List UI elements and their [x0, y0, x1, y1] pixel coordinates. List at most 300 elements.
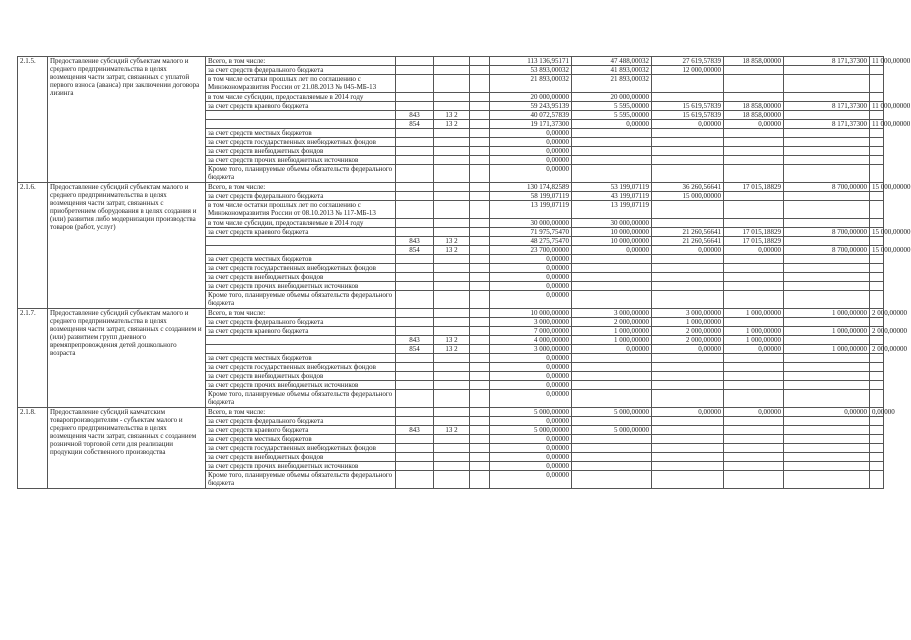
amount-cell: 0,00000: [652, 246, 724, 255]
amount-cell: [652, 417, 724, 426]
empty-column: [470, 93, 490, 102]
empty-column: [470, 318, 490, 327]
amount-cell: [870, 363, 884, 372]
empty-column: [470, 471, 490, 489]
amount-cell: 0,00000: [490, 372, 572, 381]
amount-cell: 10 000,00000: [572, 237, 652, 246]
funding-source: [206, 237, 396, 246]
amount-cell: [784, 75, 870, 93]
budget-code-grbs: [396, 471, 434, 489]
amount-cell: [724, 192, 784, 201]
empty-column: [470, 75, 490, 93]
amount-cell: [870, 435, 884, 444]
amount-cell: 2 000,00000: [870, 327, 884, 336]
empty-column: [470, 102, 490, 111]
budget-code-grbs: [396, 219, 434, 228]
amount-cell: 1 000,00000: [572, 336, 652, 345]
empty-column: [470, 57, 490, 66]
table-row: [18, 408, 884, 417]
amount-cell: 17 015,18829: [724, 237, 784, 246]
amount-cell: [784, 462, 870, 471]
funding-source: в том числе остатки прошлых лет по соглашению с Минэкономразвития России от 08.10.2013 № 117-МБ-13: [206, 201, 396, 219]
amount-cell: [724, 462, 784, 471]
empty-column: [470, 228, 490, 237]
funding-source: [206, 336, 396, 345]
empty-column: [470, 381, 490, 390]
amount-cell: [784, 129, 870, 138]
amount-cell: [724, 165, 784, 183]
amount-cell: [784, 336, 870, 345]
amount-cell: [572, 354, 652, 363]
budget-code-section: [434, 372, 470, 381]
budget-code-grbs: [396, 147, 434, 156]
amount-cell: [724, 426, 784, 435]
amount-cell: 0,00000: [490, 435, 572, 444]
budget-code-grbs: [396, 138, 434, 147]
amount-cell: 3 000,00000: [572, 309, 652, 318]
amount-cell: 0,00000: [490, 471, 572, 489]
budget-code-grbs: [396, 183, 434, 192]
amount-cell: [572, 264, 652, 273]
budget-code-grbs: [396, 372, 434, 381]
budget-code-section: 13 2: [434, 426, 470, 435]
budget-code-section: [434, 417, 470, 426]
empty-column: [470, 291, 490, 309]
amount-cell: [572, 390, 652, 408]
empty-column: [470, 156, 490, 165]
amount-cell: 20 000,00000: [490, 93, 572, 102]
funding-source: за счет средств прочих внебюджетных источников: [206, 381, 396, 390]
budget-code-grbs: [396, 363, 434, 372]
amount-cell: 8 700,00000: [784, 228, 870, 237]
amount-cell: 18 858,00000: [724, 111, 784, 120]
empty-column: [470, 111, 490, 120]
empty-column: [470, 273, 490, 282]
amount-cell: [870, 354, 884, 363]
budget-table-sheet: [17, 56, 911, 489]
amount-cell: 0,00000: [784, 408, 870, 417]
budget-code-section: [434, 102, 470, 111]
amount-cell: [784, 435, 870, 444]
amount-cell: 36 260,56641: [652, 183, 724, 192]
funding-source: [206, 246, 396, 255]
budget-code-grbs: [396, 75, 434, 93]
amount-cell: [784, 111, 870, 120]
budget-code-grbs: [396, 408, 434, 417]
amount-cell: [870, 462, 884, 471]
amount-cell: 0,00000: [724, 408, 784, 417]
empty-column: [470, 390, 490, 408]
budget-code-grbs: 843: [396, 336, 434, 345]
empty-column: [470, 345, 490, 354]
empty-column: [470, 192, 490, 201]
budget-code-section: [434, 156, 470, 165]
amount-cell: [724, 291, 784, 309]
amount-cell: [870, 417, 884, 426]
empty-column: [470, 354, 490, 363]
amount-cell: 2 000,00000: [652, 327, 724, 336]
amount-cell: 5 000,00000: [572, 426, 652, 435]
amount-cell: 0,00000: [490, 129, 572, 138]
amount-cell: [724, 201, 784, 219]
amount-cell: 0,00000: [490, 390, 572, 408]
funding-source: за счет средств государственных внебюджетных фондов: [206, 444, 396, 453]
amount-cell: [724, 138, 784, 147]
budget-code-section: 13 2: [434, 237, 470, 246]
budget-code-section: [434, 462, 470, 471]
amount-cell: 3 000,00000: [652, 309, 724, 318]
amount-cell: [784, 282, 870, 291]
amount-cell: 0,00000: [572, 345, 652, 354]
amount-cell: [724, 444, 784, 453]
amount-cell: 59 243,95139: [490, 102, 572, 111]
amount-cell: 19 171,37300: [490, 120, 572, 129]
amount-cell: [652, 147, 724, 156]
budget-code-section: [434, 264, 470, 273]
amount-cell: [572, 138, 652, 147]
budget-code-grbs: 843: [396, 111, 434, 120]
funding-source: за счет средств краевого бюджета: [206, 327, 396, 336]
amount-cell: [870, 255, 884, 264]
amount-cell: [870, 426, 884, 435]
amount-cell: [652, 93, 724, 102]
budget-code-section: [434, 75, 470, 93]
amount-cell: 0,00000: [490, 147, 572, 156]
amount-cell: 1 000,00000: [784, 327, 870, 336]
empty-column: [470, 282, 490, 291]
amount-cell: 71 975,75470: [490, 228, 572, 237]
amount-cell: [870, 192, 884, 201]
amount-cell: [870, 219, 884, 228]
amount-cell: [870, 372, 884, 381]
budget-code-section: [434, 138, 470, 147]
amount-cell: [784, 372, 870, 381]
amount-cell: 2 000,00000: [652, 336, 724, 345]
amount-cell: [870, 282, 884, 291]
empty-column: [470, 66, 490, 75]
budget-code-grbs: [396, 66, 434, 75]
empty-column: [470, 435, 490, 444]
amount-cell: 30 000,00000: [490, 219, 572, 228]
amount-cell: 5 000,00000: [490, 408, 572, 417]
empty-column: [470, 309, 490, 318]
funding-source: Всего, в том числе:: [206, 57, 396, 66]
amount-cell: 130 174,82589: [490, 183, 572, 192]
amount-cell: [870, 471, 884, 489]
budget-code-grbs: [396, 444, 434, 453]
amount-cell: 8 171,37300: [784, 57, 870, 66]
amount-cell: 1 000,00000: [784, 345, 870, 354]
amount-cell: 5 595,00000: [572, 111, 652, 120]
amount-cell: [652, 435, 724, 444]
amount-cell: 0,00000: [572, 246, 652, 255]
empty-column: [470, 363, 490, 372]
budget-code-grbs: [396, 318, 434, 327]
budget-code-section: 13 2: [434, 111, 470, 120]
amount-cell: [652, 390, 724, 408]
amount-cell: 21 893,00032: [490, 75, 572, 93]
amount-cell: [652, 264, 724, 273]
funding-source: за счет средств федерального бюджета: [206, 66, 396, 75]
amount-cell: 15 000,00000: [870, 246, 884, 255]
amount-cell: 48 275,75470: [490, 237, 572, 246]
amount-cell: [870, 453, 884, 462]
amount-cell: [572, 156, 652, 165]
amount-cell: [870, 93, 884, 102]
funding-source: в том числе остатки прошлых лет по соглашению с Минэкономразвития России от 21.08.2013 № 045-МБ-13: [206, 75, 396, 93]
measure-name: Предоставление субсидий камчатским товаропроизводителям - субъектам малого и среднего предпринимательства в целях возмещения части затрат, связанных с созданием розничной торговой сети для реализации продукции собственного производства: [48, 408, 206, 489]
budget-code-grbs: 854: [396, 246, 434, 255]
measure-code: 2.1.8.: [18, 408, 48, 489]
amount-cell: 0,00000: [572, 120, 652, 129]
amount-cell: 2 000,00000: [572, 318, 652, 327]
amount-cell: [724, 318, 784, 327]
amount-cell: [724, 471, 784, 489]
amount-cell: [870, 165, 884, 183]
empty-column: [470, 462, 490, 471]
budget-code-grbs: [396, 57, 434, 66]
amount-cell: [784, 165, 870, 183]
amount-cell: [784, 138, 870, 147]
amount-cell: [572, 372, 652, 381]
measure-name: Предоставление субсидий субъектам малого и среднего предпринимательства в целях возмещения части затрат, связанных с приобретением оборудования в целях создания и (или) развития либо модернизации производства товаров (работ, услуг): [48, 183, 206, 309]
amount-cell: [784, 453, 870, 462]
amount-cell: [724, 255, 784, 264]
amount-cell: 1 000,00000: [784, 309, 870, 318]
budget-code-grbs: [396, 453, 434, 462]
amount-cell: 1 000,00000: [572, 327, 652, 336]
amount-cell: [572, 453, 652, 462]
budget-table: [17, 56, 911, 489]
amount-cell: 30 000,00000: [572, 219, 652, 228]
amount-cell: [870, 390, 884, 408]
amount-cell: [572, 273, 652, 282]
funding-source: за счет средств внебюджетных фондов: [206, 147, 396, 156]
amount-cell: [784, 390, 870, 408]
amount-cell: 18 858,00000: [724, 102, 784, 111]
amount-cell: 53 199,07119: [572, 183, 652, 192]
amount-cell: 15 000,00000: [870, 228, 884, 237]
budget-code-section: [434, 327, 470, 336]
funding-source: за счет средств внебюджетных фондов: [206, 372, 396, 381]
amount-cell: 8 171,37300: [784, 102, 870, 111]
funding-source: за счет средств местных бюджетов: [206, 354, 396, 363]
funding-source: за счет средств прочих внебюджетных источников: [206, 462, 396, 471]
budget-code-section: [434, 192, 470, 201]
empty-column: [470, 201, 490, 219]
amount-cell: [724, 147, 784, 156]
amount-cell: [724, 390, 784, 408]
amount-cell: 0,00000: [652, 345, 724, 354]
amount-cell: 5 000,00000: [490, 426, 572, 435]
amount-cell: 18 858,00000: [724, 57, 784, 66]
amount-cell: 7 000,00000: [490, 327, 572, 336]
amount-cell: [870, 201, 884, 219]
funding-source: за счет средств государственных внебюджетных фондов: [206, 264, 396, 273]
amount-cell: 0,00000: [870, 408, 884, 417]
amount-cell: [870, 147, 884, 156]
budget-code-grbs: [396, 165, 434, 183]
budget-code-grbs: [396, 201, 434, 219]
funding-source: за счет средств прочих внебюджетных источников: [206, 282, 396, 291]
funding-source: Всего, в том числе:: [206, 183, 396, 192]
amount-cell: 8 700,00000: [784, 246, 870, 255]
amount-cell: [652, 165, 724, 183]
empty-column: [470, 120, 490, 129]
amount-cell: [784, 417, 870, 426]
amount-cell: [870, 237, 884, 246]
funding-source: за счет средств федерального бюджета: [206, 192, 396, 201]
amount-cell: [652, 291, 724, 309]
budget-code-section: [434, 165, 470, 183]
budget-code-grbs: [396, 435, 434, 444]
amount-cell: 13 199,07119: [490, 201, 572, 219]
amount-cell: 15 619,57839: [652, 102, 724, 111]
empty-column: [470, 264, 490, 273]
empty-column: [470, 336, 490, 345]
budget-code-grbs: [396, 327, 434, 336]
amount-cell: [870, 318, 884, 327]
amount-cell: 2 000,00000: [870, 309, 884, 318]
amount-cell: 11 000,00000: [870, 120, 884, 129]
budget-code-section: [434, 93, 470, 102]
amount-cell: 0,00000: [490, 291, 572, 309]
budget-code-grbs: [396, 228, 434, 237]
amount-cell: 53 893,00032: [490, 66, 572, 75]
amount-cell: [870, 264, 884, 273]
budget-code-section: [434, 390, 470, 408]
budget-code-grbs: [396, 354, 434, 363]
amount-cell: [724, 417, 784, 426]
funding-source: Кроме того, планируемые объемы обязательств федерального бюджета: [206, 471, 396, 489]
budget-code-grbs: [396, 390, 434, 408]
budget-code-section: [434, 318, 470, 327]
amount-cell: 0,00000: [490, 156, 572, 165]
amount-cell: 43 199,07119: [572, 192, 652, 201]
amount-cell: [572, 444, 652, 453]
budget-code-section: [434, 309, 470, 318]
amount-cell: [652, 471, 724, 489]
funding-source: [206, 120, 396, 129]
funding-source: Кроме того, планируемые объемы обязательств федерального бюджета: [206, 291, 396, 309]
funding-source: за счет средств местных бюджетов: [206, 435, 396, 444]
funding-source: за счет средств внебюджетных фондов: [206, 273, 396, 282]
empty-column: [470, 372, 490, 381]
amount-cell: 0,00000: [724, 345, 784, 354]
amount-cell: [572, 363, 652, 372]
funding-source: в том числе субсидии, предоставляемые в 2014 году: [206, 219, 396, 228]
funding-source: за счет средств прочих внебюджетных источников: [206, 156, 396, 165]
empty-column: [470, 246, 490, 255]
amount-cell: [784, 237, 870, 246]
amount-cell: [652, 381, 724, 390]
amount-cell: 0,00000: [490, 165, 572, 183]
amount-cell: 11 000,00000: [870, 57, 884, 66]
budget-table-body: [18, 57, 911, 489]
empty-column: [470, 138, 490, 147]
funding-source: [206, 111, 396, 120]
amount-cell: 3 000,00000: [490, 318, 572, 327]
budget-code-section: 13 2: [434, 336, 470, 345]
amount-cell: 0,00000: [724, 246, 784, 255]
amount-cell: [652, 156, 724, 165]
amount-cell: 0,00000: [652, 120, 724, 129]
amount-cell: 0,00000: [724, 120, 784, 129]
amount-cell: 40 072,57839: [490, 111, 572, 120]
amount-cell: [784, 264, 870, 273]
amount-cell: 0,00000: [490, 255, 572, 264]
amount-cell: 12 000,00000: [652, 66, 724, 75]
amount-cell: 5 000,00000: [572, 408, 652, 417]
amount-cell: [724, 363, 784, 372]
amount-cell: [870, 291, 884, 309]
budget-code-section: [434, 228, 470, 237]
budget-code-section: [434, 444, 470, 453]
budget-code-grbs: [396, 462, 434, 471]
amount-cell: [870, 156, 884, 165]
amount-cell: 10 000,00000: [572, 228, 652, 237]
budget-code-grbs: 843: [396, 237, 434, 246]
amount-cell: [870, 381, 884, 390]
amount-cell: [724, 435, 784, 444]
amount-cell: [652, 372, 724, 381]
amount-cell: [724, 264, 784, 273]
amount-cell: 0,00000: [490, 273, 572, 282]
amount-cell: [784, 147, 870, 156]
funding-source: в том числе субсидии, предоставляемые в 2014 году: [206, 93, 396, 102]
amount-cell: 0,00000: [490, 453, 572, 462]
empty-column: [470, 453, 490, 462]
funding-source: за счет средств внебюджетных фондов: [206, 453, 396, 462]
amount-cell: 21 893,00032: [572, 75, 652, 93]
amount-cell: 0,00000: [490, 363, 572, 372]
amount-cell: 41 893,00032: [572, 66, 652, 75]
amount-cell: [870, 138, 884, 147]
empty-column: [470, 327, 490, 336]
budget-code-section: [434, 408, 470, 417]
amount-cell: [870, 129, 884, 138]
amount-cell: 1 000,00000: [724, 336, 784, 345]
amount-cell: 0,00000: [652, 408, 724, 417]
amount-cell: [870, 75, 884, 93]
budget-code-grbs: [396, 102, 434, 111]
budget-code-section: 13 2: [434, 120, 470, 129]
amount-cell: 113 136,95171: [490, 57, 572, 66]
table-row: [18, 309, 884, 318]
funding-source: за счет средств краевого бюджета: [206, 102, 396, 111]
empty-column: [470, 165, 490, 183]
empty-column: [470, 255, 490, 264]
budget-code-grbs: [396, 129, 434, 138]
amount-cell: [652, 273, 724, 282]
budget-code-section: [434, 183, 470, 192]
amount-cell: [652, 255, 724, 264]
amount-cell: 20 000,00000: [572, 93, 652, 102]
budget-code-section: [434, 57, 470, 66]
amount-cell: 1 000,00000: [652, 318, 724, 327]
funding-source: за счет средств краевого бюджета: [206, 426, 396, 435]
amount-cell: [784, 66, 870, 75]
amount-cell: [784, 291, 870, 309]
budget-code-grbs: [396, 273, 434, 282]
amount-cell: 0,00000: [490, 264, 572, 273]
amount-cell: [784, 471, 870, 489]
measure-code: 2.1.5.: [18, 57, 48, 183]
amount-cell: [572, 381, 652, 390]
funding-source: [206, 345, 396, 354]
budget-code-grbs: [396, 417, 434, 426]
empty-column: [470, 408, 490, 417]
